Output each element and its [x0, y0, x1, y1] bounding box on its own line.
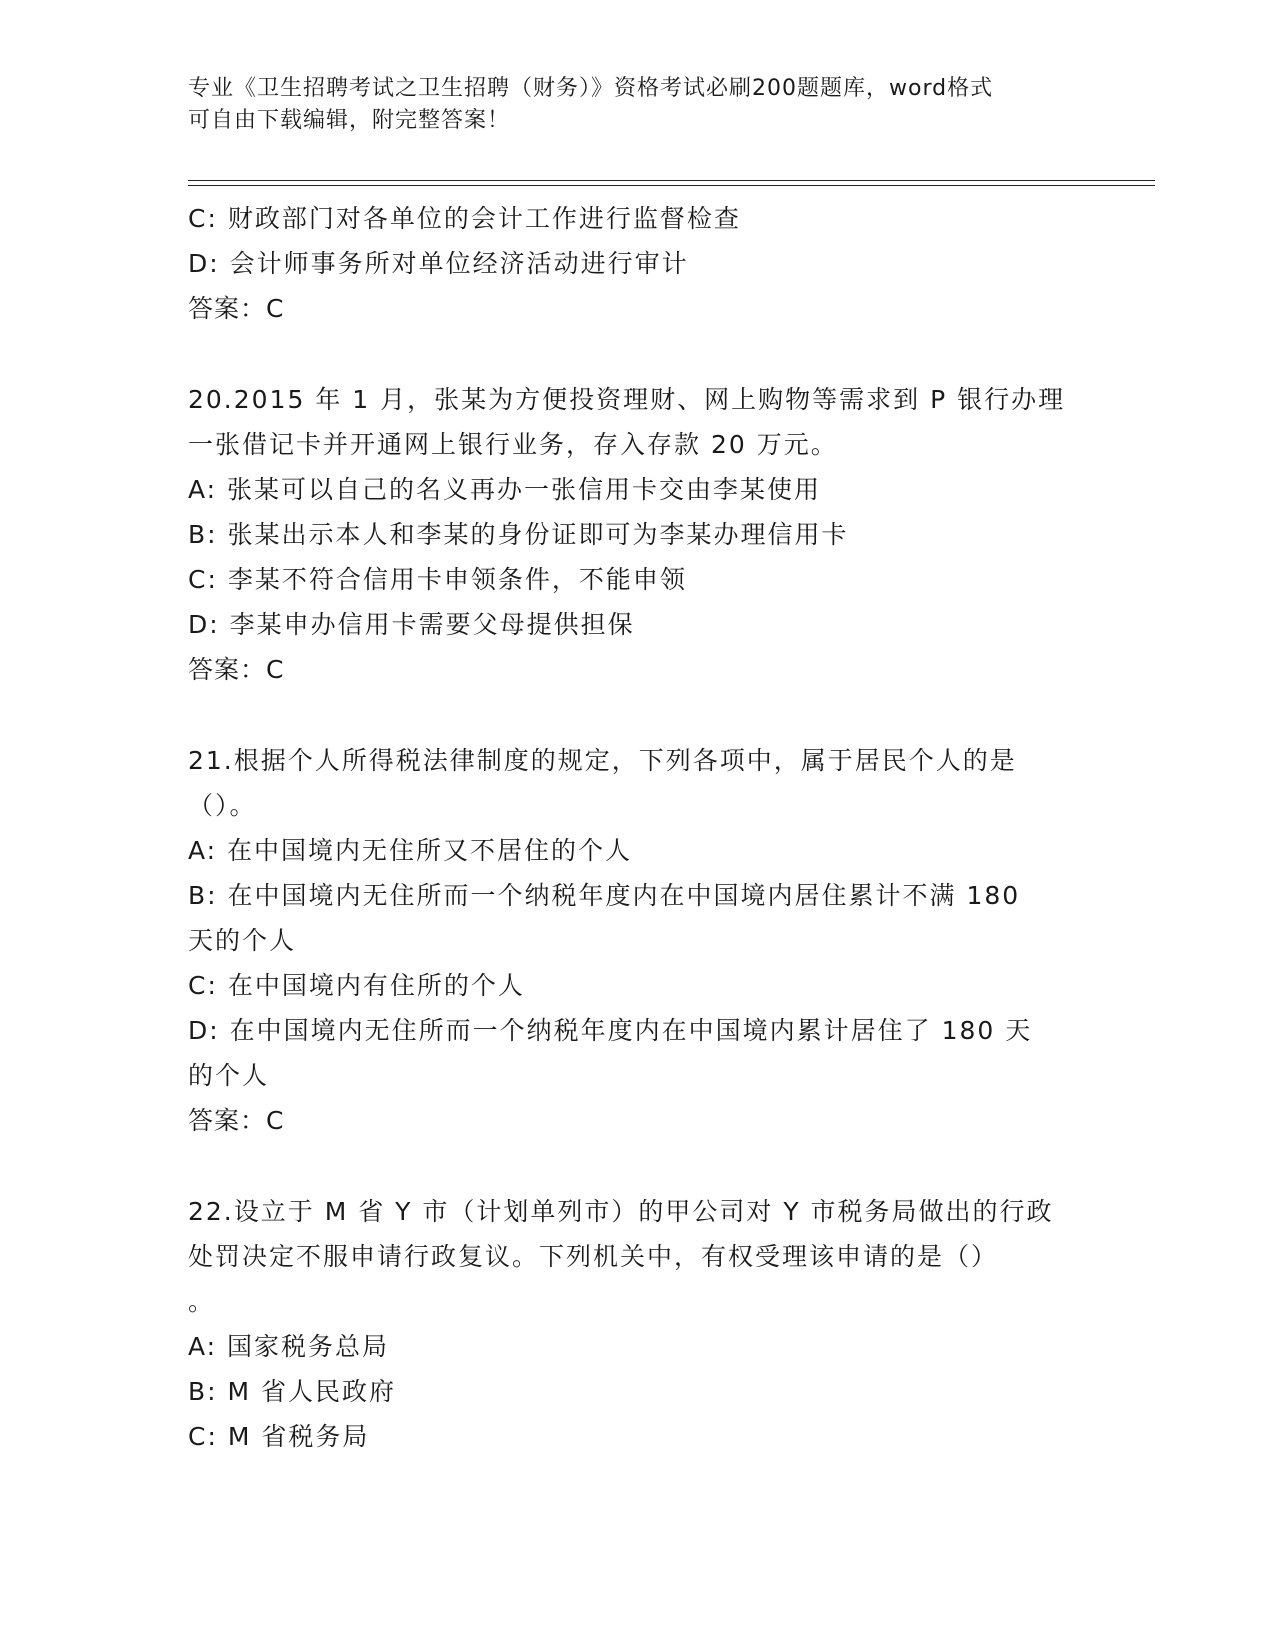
header-line-2: 可自由下载编辑，附完整答案！: [188, 108, 511, 133]
question-stem-line: 20.2015 年 1 月，张某为方便投资理财、网上购物等需求到 P 银行办理: [188, 385, 1066, 414]
option-d: D: 会计师事务所对单位经济活动进行审计: [188, 249, 689, 278]
option-b: B: 张某出示本人和李某的身份证即可为李某办理信用卡: [188, 520, 849, 549]
option-c: C: 财政部门对各单位的会计工作进行监督检查: [188, 204, 741, 233]
option-a: A: 国家税务总局: [188, 1332, 390, 1361]
question-stem-line: 。: [188, 1287, 216, 1316]
answer: 答案：C: [188, 294, 285, 323]
prev-question-block: [188, 196, 1088, 331]
question-21: [188, 738, 1088, 1143]
question-stem-line: 一张借记卡并开通网上银行业务，存入存款 20 万元。: [188, 430, 838, 459]
header-line-1: 专业《卫生招聘考试之卫生招聘（财务）》资格考试必刷200题题库，word格式: [188, 76, 994, 101]
option-c: C: M 省税务局: [188, 1422, 370, 1451]
question-content: [188, 196, 1088, 1459]
option-b: B: 在中国境内无住所而一个纳税年度内在中国境内居住累计不满 180: [188, 881, 1021, 910]
question-stem-line: 处罚决定不服申请行政复议。下列机关中，有权受理该申请的是（）: [188, 1242, 999, 1271]
option-d-continued: 的个人: [188, 1061, 270, 1090]
option-d: D: 在中国境内无住所而一个纳税年度内在中国境内累计居住了 180 天: [188, 1016, 1033, 1045]
question-22: [188, 1189, 1088, 1459]
answer: 答案：C: [188, 1106, 285, 1135]
option-b: B: M 省人民政府: [188, 1377, 397, 1406]
question-20: [188, 377, 1088, 692]
question-stem-line: 21.根据个人所得税法律制度的规定，下列各项中，属于居民个人的是: [188, 746, 1017, 775]
page-header: [188, 73, 1088, 137]
option-a: A: 张某可以自己的名义再办一张信用卡交由李某使用: [188, 475, 822, 504]
question-stem-line: 22.设立于 M 省 Y 市（计划单列市）的甲公司对 Y 市税务局做出的行政: [188, 1197, 1054, 1226]
header-divider-bottom: [188, 185, 1155, 186]
option-a: A: 在中国境内无住所又不居住的个人: [188, 836, 633, 865]
option-c: C: 在中国境内有住所的个人: [188, 971, 525, 1000]
question-stem-line: （）。: [188, 791, 257, 820]
answer: 答案：C: [188, 655, 285, 684]
header-divider-top: [188, 180, 1155, 181]
option-b-continued: 天的个人: [188, 926, 297, 955]
option-d: D: 李某申办信用卡需要父母提供担保: [188, 610, 635, 639]
option-c: C: 李某不符合信用卡申领条件，不能申领: [188, 565, 687, 594]
